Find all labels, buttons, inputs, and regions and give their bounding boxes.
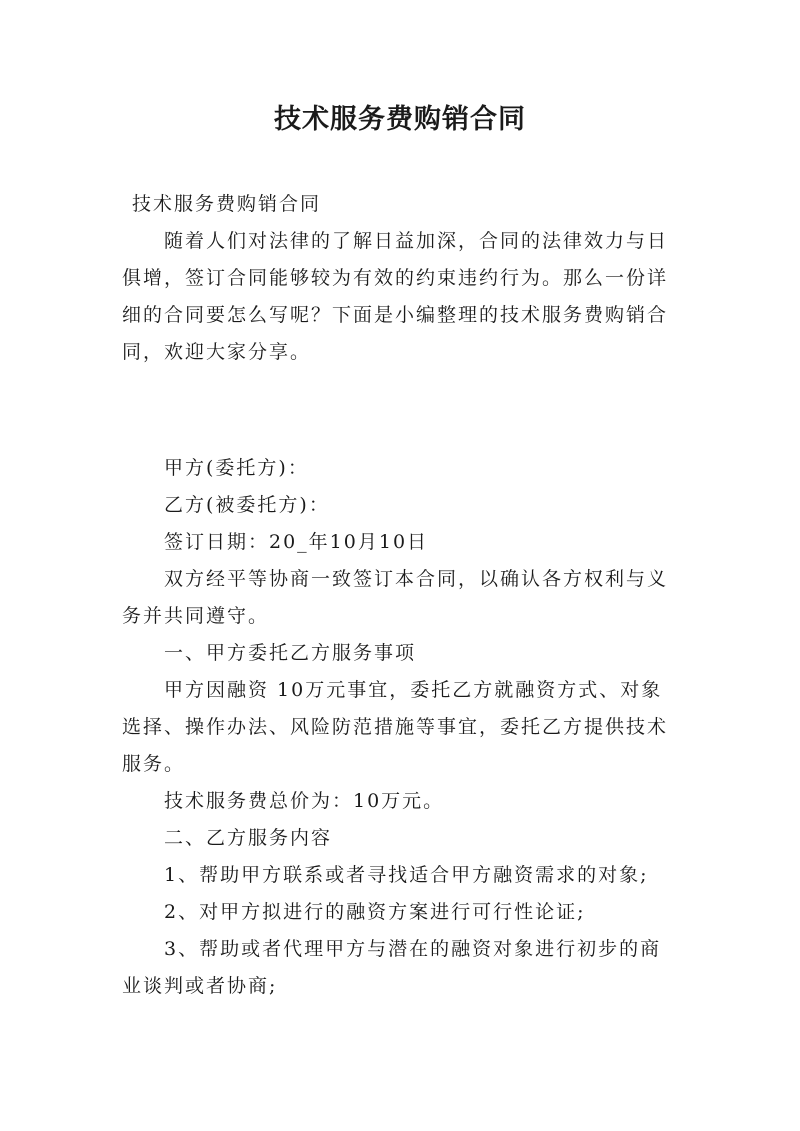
agreement-paragraph: 双方经平等协商一致签订本合同，以确认各方权利与义务并共同遵守。 — [122, 568, 669, 627]
party-b-line: 乙方(被委托方)： — [164, 494, 330, 516]
service-item-2: 2、对甲方拟进行的融资方案进行可行性论证; — [164, 901, 586, 923]
section2-heading: 二、乙方服务内容 — [164, 827, 333, 849]
fee-line: 技术服务费总价为：10万元。 — [164, 790, 445, 812]
intro-paragraph: 随着人们对法律的了解日益加深，合同的法律效力与日俱增，签订合同能够较为有效的约束违约行为。那么一份详细的合同要怎么写呢？下面是小编整理的技术服务费购销合同，欢迎大家分享。 — [122, 230, 669, 363]
sign-date-line: 签订日期：20_年10月10日 — [164, 531, 429, 553]
document-subtitle: 技术服务费购销合同 — [132, 193, 322, 215]
service-item-1: 1、帮助甲方联系或者寻找适合甲方融资需求的对象; — [164, 864, 649, 886]
section1-heading: 一、甲方委托乙方服务事项 — [164, 642, 417, 664]
document-title: 技术服务费购销合同 — [274, 104, 526, 135]
intro-block — [122, 186, 680, 371]
service-item-3: 3、帮助或者代理甲方与潜在的融资对象进行初步的商业谈判或者协商; — [122, 938, 662, 997]
section1-paragraph: 甲方因融资 10万元事宜，委托乙方就融资方式、对象选择、操作办法、风险防范措施等事宜，委托乙方提供技术服务。 — [122, 679, 669, 775]
party-a-line: 甲方(委托方)： — [164, 457, 309, 479]
contract-body — [122, 450, 680, 1005]
